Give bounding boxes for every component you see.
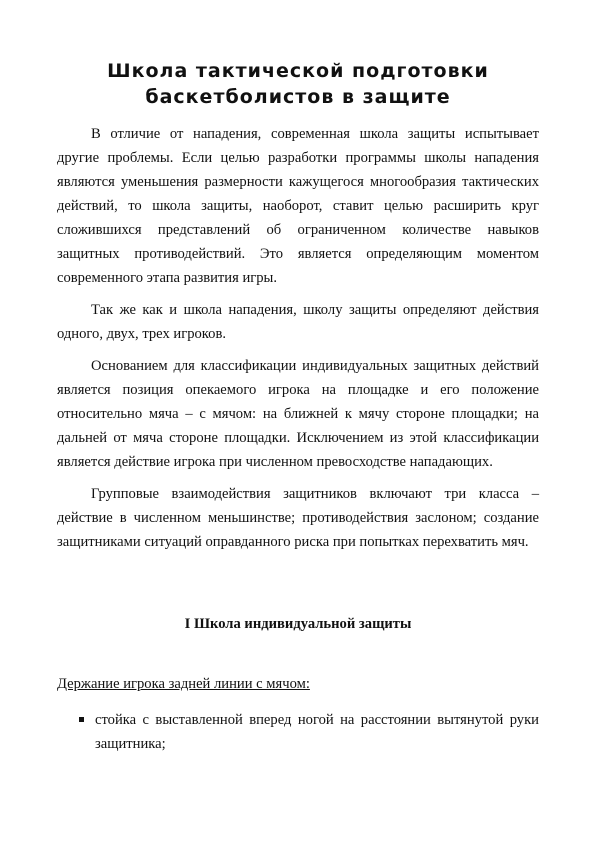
title-line-2: баскетболистов в защите	[145, 86, 451, 108]
paragraph-1: В отличие от нападения, современная школа защиты испытывает другие проблемы. Если целью разработки программы школы нападения являются уменьшения размерности кажущегося многообразия тактических действий, то школа защиты, наоборот, ставит целью расширить круг сложившихся представлений об ограниченном количестве навыков защитных противодействий. Это является определяющим моментом современного этапа развития игры.	[57, 126, 539, 286]
list-item	[79, 708, 539, 756]
paragraph-2: Так же как и школа нападения, школу защиты определяют действия одного, двух, трех игроков.	[57, 302, 539, 342]
title-line-1: Школа тактической подготовки	[107, 60, 489, 82]
list-item-text: стойка с выставленной вперед ногой на расстоянии вытянутой руки защитника;	[95, 712, 539, 752]
square-bullet-icon	[79, 717, 84, 722]
paragraph-4: Групповые взаимодействия защитников включают три класса – действие в численном меньшинстве; противодействия заслоном; создание защитниками ситуаций оправданного риска при попытках перехватить мяч.	[57, 486, 539, 550]
paragraph-3: Основанием для классификации индивидуальных защитных действий является позиция опекаемого игрока на площадке и его положение относительно мяча – с мячом: на ближней к мячу стороне площадки; на дальней от мяча стороне площадки. Исключением из этой классификации является действие игрока при численном превосходстве нападающих.	[57, 358, 539, 470]
subheading: Держание игрока задней линии с мячом:	[57, 676, 310, 692]
section-heading: I Школа индивидуальной защиты	[184, 616, 412, 632]
document-title	[57, 58, 539, 110]
bullet-list	[57, 708, 539, 756]
